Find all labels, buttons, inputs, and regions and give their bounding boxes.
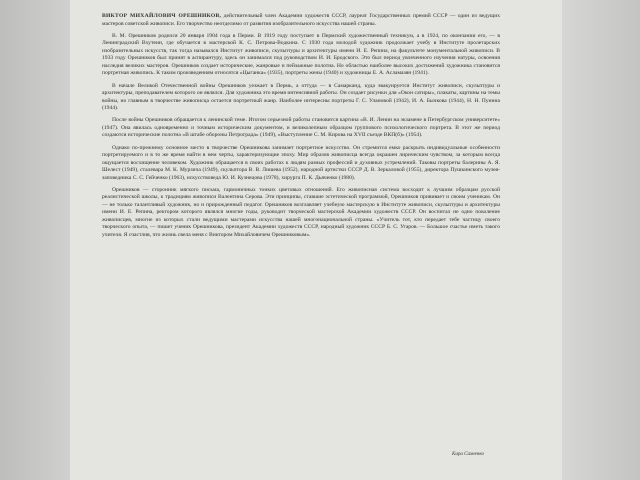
intro-text: действительный член Академии художеств СССР, лауреат Государственных премий СССР — один из ведущих мастеров советской живописи. Его творчество неотделимо от развития изобразительного искусства нашей страны. [102, 13, 500, 27]
lead-name: ВИКТОР МИХАЙЛОВИЧ ОРЕШНИКОВ, [102, 13, 222, 19]
left-page-edge [0, 0, 70, 480]
paragraph-portraits: Однако по-прежнему основное место в творчестве Орешникова занимает портретное искусство. Он стремится емко раскрыть индивидуальные особенности портретируемого и в то же время найти в нем черты, характеризующие эпоху. Мир образов живописца всегда окрашен лирическим чувством, за которым всегда ощущается восхищение человеком. Художник обращается в своих работах к людям разных профессий и духовных устремлений. Таковы портреты балерины А. Я. Шелест (1949), сталевара М. К. Мурзича (1949), скульптора В. В. Лишева (1952), народной артистки СССР Д. В. Зеркаловой (1955), директора Пушкинского музея-заповедника С. С. Гейченко (1963), искусствоведа Ю. И. Кузнецова (1978), хирурга П. К. Дьяченко (1980). [102, 144, 500, 181]
paragraph-intro [102, 13, 500, 28]
author-signature: Кира Сахненко [452, 452, 484, 457]
article-body [102, 13, 500, 244]
paragraph-war-years: В начале Великой Отечественной войны Орешников уезжает в Пермь, а оттуда — в Самарканд, куда эвакуируется Институт живописи, скульптуры и архитектуры, преподавателем которого он являлся. Для художника это время интенсивной работы. Он создает рисунки для «Окон сатиры», плакаты, картины на темы войны, но главным в творчестве живописца остается портретный жанр. Наиболее интересны портреты Г. С. Улановой (1942), И. А. Бычкова (1944), Н. Н. Пунина (1944). [102, 82, 500, 112]
right-page-edge [562, 0, 640, 480]
paragraph-biography: В. М. Орешников родился 20 января 1904 года в Перми. В 1919 году поступает в Пермский художественный техникум, а в 1924, по окончании его, — в Ленинградский Вхутеин, где обучается в мастерской К. С. Петрова-Водкина. С 1930 года молодой художник продолжает учебу в Институте пролетарских изобразительных искусств, так тогда назывался Институт живописи, скульптуры и архитектуры имени И. Е. Репина, на факультете монументальной живописи. В 1933 году Орешников был принят в аспирантуру, здесь он занимался под руководством И. И. Бродского. Это был период увлеченного изучения натуры, освоения наследия великих мастеров. Орешников создает исторические, жанровые и пейзажные полотна. Но областью наиболее высоких достижений художника становится портретная живопись. К таким произведениям относятся «Цыганка» (1935), портреты жены (1940) и художницы Е. А. Асламазян (1941). [102, 32, 500, 77]
paragraph-teaching: Орешников — сторонник мягкого письма, гармоничных тонких цветовых отношений. Его живописная система восходит к лучшим образцам русской реалистической школы, к традициям живописи Валентина Серова. Эти принципы, ставшие эстетической программой, Орешников прививает и своим ученикам. Он — не только талантливый художник, но и прирожденный педагог. Орешников возглавляет учебную мастерскую в Институте живописи, скульптуры и архитектуры имени И. Е. Репина, ректором которого являлся многие годы, руководит творческой мастерской Академии художеств СССР. Он воспитал не одно поколение живописцев, многие из которых стали ведущими мастерами искусства нашей многонациональной страны. «Учитель тот, кто передает тебе частицу своего творческого опыта, — пишет ученик Орешникова, президент Академии художеств СССР, народный художник СССР Б. С. Угаров. — Большое счастье иметь такого учителя. Я счастлив, что жизнь свела меня с Виктором Михайловичем Орешниковым». [102, 186, 500, 238]
paragraph-lenin-theme: После войны Орешников обращается к ленинской теме. Итогом серьезной работы становится картина «В. И. Ленин на экзамене в Петербургском университете» (1947). Она явилась одновременно и точным историческим документом, и великолепным образцом группового психологического портрета. В этот же период создаются исторические полотна «В штабе обороны Петрограда» (1949), «Выступление С. М. Кирова на XVII съезде ВКП(б)» (1954). [102, 117, 500, 139]
